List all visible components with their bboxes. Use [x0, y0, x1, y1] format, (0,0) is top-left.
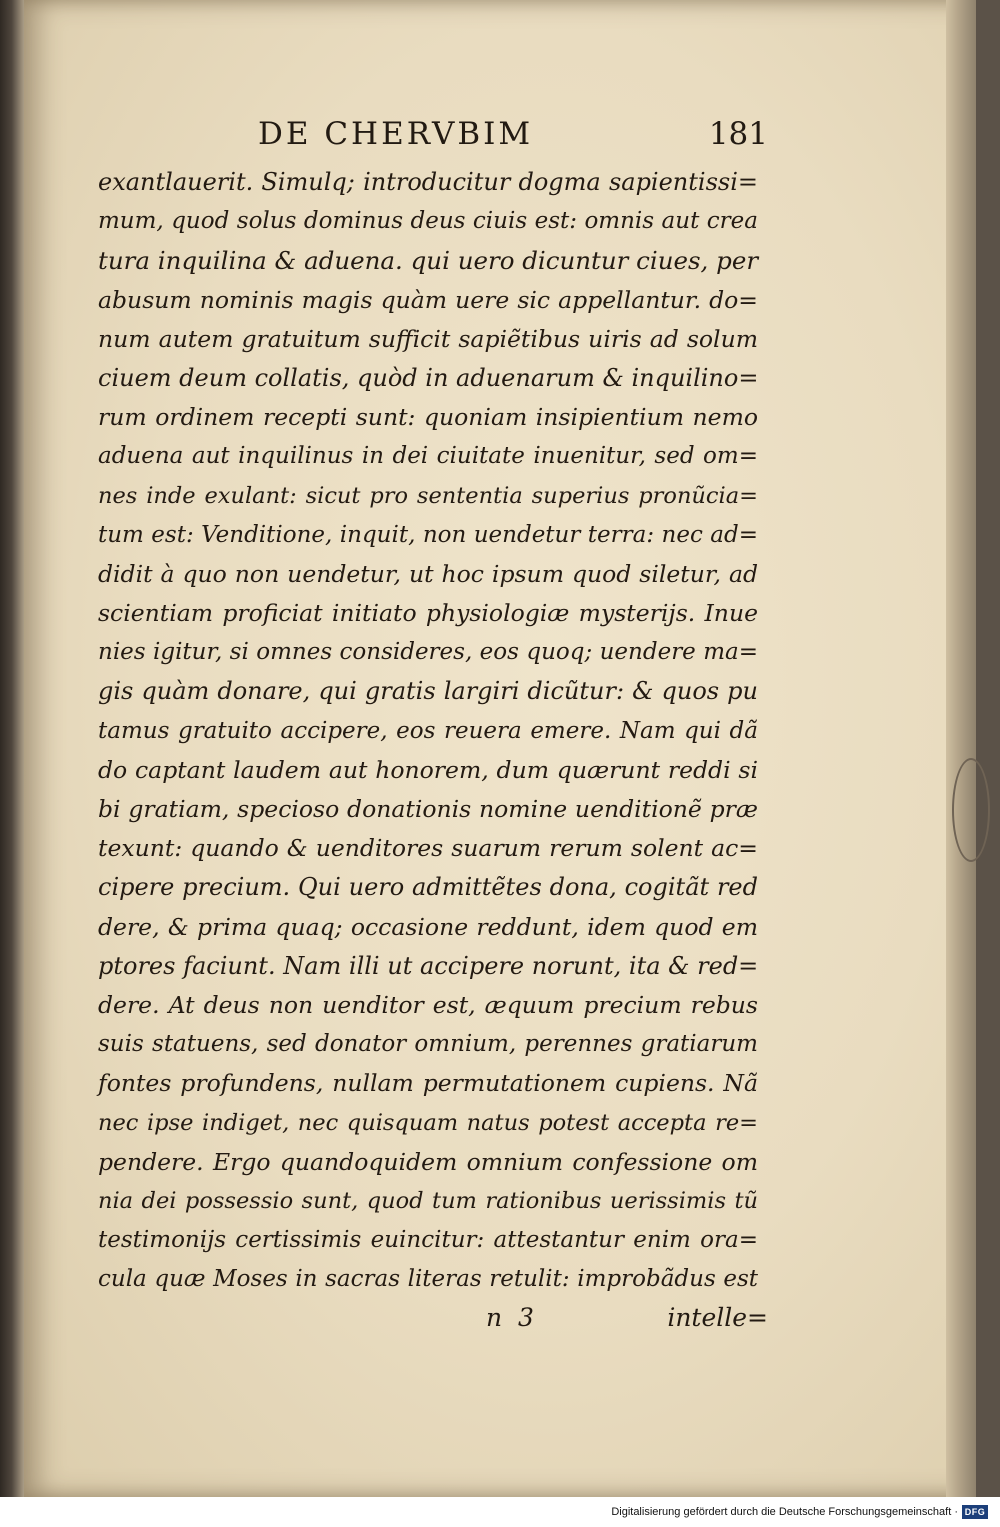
text-line: ptores faciunt. Nam illi ut accipere norunt, ita & red=	[98, 951, 759, 980]
text-line: nec ipse indiget, nec quisquam natus potest accepta re=	[98, 1109, 758, 1136]
text-line: testimonijs certissimis euincitur: attestantur enim ora=	[98, 1227, 758, 1254]
text-line: texunt: quando & uenditores suarum rerum solent ac=	[98, 834, 758, 863]
book-clasp	[952, 758, 990, 862]
credit-bar	[0, 1497, 1000, 1527]
text-line: rum ordinem recepti sunt: quoniam insipientium nemo	[98, 403, 758, 432]
catchword: intelle=	[667, 1303, 768, 1332]
text-line: aduena aut inquilinus in dei ciuitate inuenitur, sed om=	[98, 443, 758, 470]
text-line: dere, & prima quaq; occasione reddunt, idem quod em	[98, 912, 758, 941]
text-line: tura inquilina & aduena. qui uero dicuntur ciues, per	[98, 246, 759, 276]
text-line: cula quæ Moses in sacras literas retulit: improbãdus est	[98, 1266, 758, 1293]
text-line: nes inde exulant: sicut pro sententia superius pronũcia=	[98, 482, 758, 509]
text-line: pendere. Ergo quandoquidem omnium confessione om	[98, 1147, 758, 1176]
page-number: 181	[708, 116, 768, 152]
text-line: mum, quod solus dominus deus ciuis est: omnis aut crea	[98, 208, 758, 235]
page-footer	[486, 1303, 768, 1343]
body-text	[98, 163, 758, 1299]
text-line: gis quàm donare, qui gratis largiri dicũtur: & quos pu	[98, 677, 758, 706]
text-line: do captant laudem aut honorem, dum quærunt reddi si	[98, 755, 758, 784]
page-header	[258, 116, 768, 160]
text-line: ciuem deum collatis, quòd in aduenarum & inquilino=	[98, 363, 759, 392]
funding-credit: Digitalisierung gefördert durch die Deutsche Forschungsgemeinschaft ·	[611, 1506, 958, 1518]
text-line: didit à quo non uendetur, ut hoc ipsum quod siletur, ad	[98, 559, 758, 588]
signature-mark: n 3	[486, 1303, 538, 1332]
text-line: scientiam proficiat initiato physiologiæ mysterijs. Inue	[98, 599, 758, 628]
text-line: tum est: Venditione, inquit, non uendetur terra: nec ad=	[98, 521, 758, 548]
text-line: fontes profundens, nullam permutationem cupiens. Nã	[98, 1069, 758, 1098]
text-line: suis statuens, sed donator omnium, perennes gratiarum	[98, 1031, 758, 1058]
text-line: nia dei possessio sunt, quod tum rationibus uerissimis tũ	[98, 1187, 758, 1214]
page-fore-edge	[946, 0, 976, 1497]
running-title: DE CHERVBIM	[258, 116, 534, 152]
text-line: nies igitur, si omnes consideres, eos quoq; uendere ma=	[98, 639, 758, 666]
text-line: num autem gratuitum sufficit sapiẽtibus uiris ad solum	[98, 324, 758, 353]
text-line: cipere precium. Qui uero admittẽtes dona, cogitãt red	[98, 873, 758, 902]
previous-page-edge	[0, 0, 26, 1497]
text-line: abusum nominis magis quàm uere sic appellantur. do=	[98, 285, 758, 314]
text-line: exantlauerit. Simulq; introducitur dogma sapientissi=	[98, 168, 758, 196]
text-line: dere. At deus non uenditor est, æquum precium rebus	[98, 990, 758, 1019]
text-line: tamus gratuito accipere, eos reuera emere. Nam qui dã	[98, 717, 758, 744]
text-line: bi gratiam, specioso donationis nomine uenditionẽ præ	[98, 795, 758, 823]
dfg-logo: DFG	[962, 1505, 988, 1519]
